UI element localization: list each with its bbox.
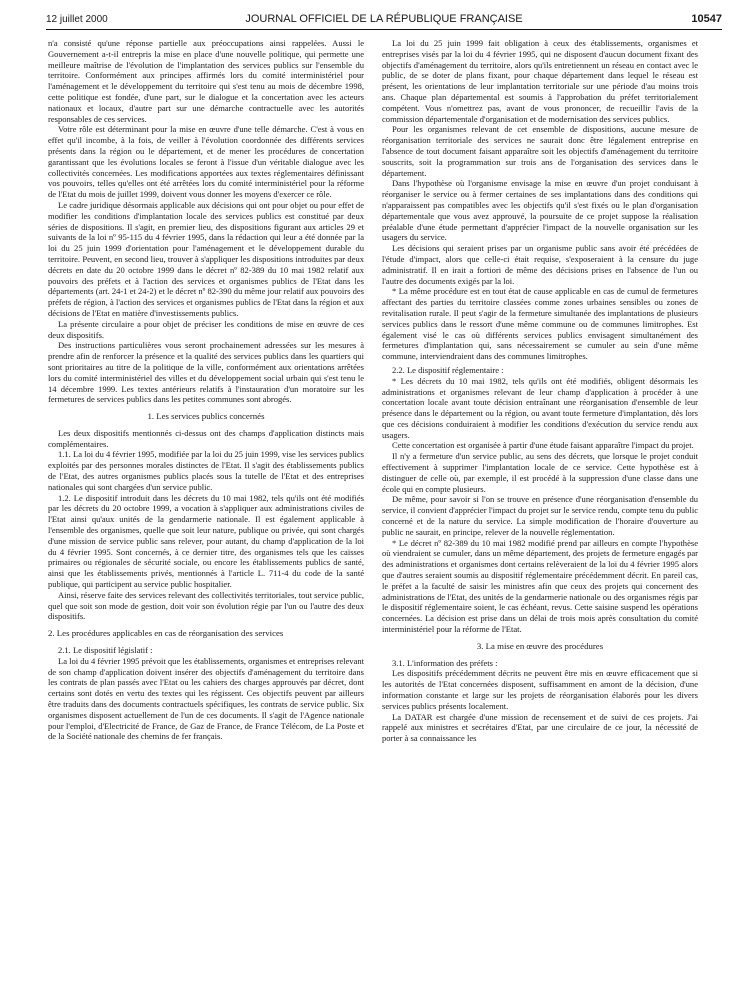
- section-heading: 2. Les procédures applicables en cas de réorganisation des services: [48, 628, 284, 639]
- header-rule: [46, 29, 722, 30]
- paragraph: De même, pour savoir si l'on se trouve en présence d'une réorganisation d'ensemble du service, il convient d'apprécier l'impact du projet sur le service rendu, compte tenu du public concerné et de la nature du service. La simple modification de l'horaire d'ouverture au public ne saurait, en principe, relever de la nouvelle réglementation.: [382, 494, 698, 537]
- right-column: [382, 38, 698, 978]
- section-heading: 1. Les services publics concernés: [147, 411, 265, 422]
- subsection-heading: 2.2. Le dispositif réglementaire :: [392, 364, 504, 375]
- paragraph: La loi du 25 juin 1999 fait obligation à ceux des établissements, organismes et entreprises visés par la loi du 4 février 1995, qui ne disposent d'aucun document fixant des objectifs d'aménagement du territoire, alors qu'ils entretiennent un réseau en contact avec le public, de se doter de plans fixant, pour chaque département dans lequel le réseau est présent, les orientations de leur implantation territoriale sur une période d'au moins trois ans. Chaque plan départemental est soumis à l'approbation du préfet territorialement compétent. Vous n'omettrez pas, avant de vous prononcer, de recueillir l'avis de la commission départementale d'organisation et de modernisation des services publics.: [382, 38, 698, 124]
- issue-date: 12 juillet 2000: [46, 14, 108, 25]
- paragraph: Dans l'hypothèse où l'organisme envisage la mise en œuvre d'un projet conduisant à réorganiser le service ou à fermer certaines de ses implantations dans des conditions qui n'apparaissent pas compatibles avec les objectifs qu'il s'est fixés ou le plan d'organisation départementale que vous avez approuvé, la poursuite de ce projet suppose la réalisation préalable d'une étude permettant d'apprécier l'impact de la nouvelle organisation sur les usagers du service.: [382, 178, 698, 243]
- paragraph: 1.1. La loi du 4 février 1995, modifiée par la loi du 25 juin 1999, vise les services publics exploités par des personnes morales distinctes de l'Etat. Il s'agit des établissements publics de l'Etat, des autres organismes publics placés sous la tutelle de l'Etat et des entreprises nationales qui sont chargées d'un service public.: [48, 449, 364, 492]
- left-column: [48, 38, 364, 978]
- paragraph: * La même procédure est en tout état de cause applicable en cas de cumul de fermetures affectant des parties du territoire classées comme zones urbaines sensibles ou zones de revitalisation rurale. Il peut s'agir de la fermeture simultanée des implantations de plusieurs services publics dans le ressort d'une même commune ou de communes limitrophes. Est également visé le cas où différents services publics envisagent simultanément des fermetures d'implantation qui, sans nécessairement se cumuler au sein d'une même commune, interviendraient dans des communes limitrophes.: [382, 286, 698, 362]
- paragraph: Ainsi, réserve faite des services relevant des collectivités territoriales, tout service public, quel que soit son mode de gestion, doit voir son évolution régie par l'un ou l'autre des deux dispositifs.: [48, 589, 364, 622]
- paragraph: Les deux dispositifs mentionnés ci-dessus ont des champs d'application distincts mais complémentaires.: [48, 427, 364, 449]
- paragraph: 1.2. Le dispositif introduit dans les décrets du 10 mai 1982, tels qu'ils ont été modifiés par les décrets du 20 octobre 1999, a vocation à s'appliquer aux administrations civiles de l'Etat ainsi qu'aux unités de la gendarmerie nationale. Il est également applicable à l'ensemble des organismes, quelle que soit leur nature, publique ou privée, qui sont chargés d'une mission de service public sans relever, pour autant, du champ d'application de la loi du 4 février 1995. Sont concernés, à ce dernier titre, des organismes tels que les caisses primaires ou régionales de sécurité sociale, ou encore les établissements publics de santé, ainsi que les établissements privés, mentionnés à l'article L. 711-4 du code de la santé publique, qui participent au service public hospitalier.: [48, 492, 364, 590]
- subsection-heading: 2.1. Le dispositif législatif :: [58, 645, 153, 656]
- paragraph: Il n'y a fermeture d'un service public, au sens des décrets, que lorsque le projet conduit effectivement à supprimer l'implantation locale de ce service. Cette hypothèse est à distinguer de celle où, par exemple, il est procédé à la suppression d'une classe dans une école qui en compte plusieurs.: [382, 451, 698, 494]
- paragraph: Les décisions qui seraient prises par un organisme public sans avoir été précédées de l'étude d'impact, alors que celle-ci était requise, s'exposeraient à la censure du juge administratif. Il en irait a fortiori de même des décisions prises en l'absence de l'un ou l'autre des documents exigés par la loi.: [382, 243, 698, 286]
- section-heading: 3. La mise en œuvre des procédures: [476, 640, 604, 651]
- paragraph: Pour les organismes relevant de cet ensemble de dispositions, aucune mesure de réorganisation territoriale des services ne saurait donc être légalement entreprise en l'absence de tout document faisant apparaître soit les objectifs d'aménagement du territoire souscrits, soit la programmation sur trois ans de l'organisation des services dans le département.: [382, 124, 698, 178]
- paragraph: Cette concertation est organisée à partir d'une étude faisant apparaître l'impact du projet.: [392, 440, 694, 451]
- paragraph: * Les décrets du 10 mai 1982, tels qu'ils ont été modifiés, obligent désormais les administrations et organismes relevant de leur champ d'application à procéder à une concertation locale avant toute décision entraînant une réorganisation d'ensemble de leur présence dans le département ou la région, ou avant toute fermeture d'implantation, dès lors que ces décisions conduiraient à modifier les conditions d'exécution du service rendu aux usagers.: [382, 375, 698, 440]
- paragraph: La présente circulaire a pour objet de préciser les conditions de mise en œuvre de ces deux dispositifs.: [48, 318, 364, 340]
- paragraph: La loi du 4 février 1995 prévoit que les établissements, organismes et entreprises relevant de son champ d'application doivent insérer des objectifs d'aménagement du territoire dans les contrats de plan passés avec l'Etat ou les cahiers des charges approuvés par décret, dont certains sont dotés en vertu des textes qui les régissent. Ces objectifs peuvent par ailleurs être traduits dans des documents contractuels spécifiques, les contrats de service public. Six organismes disposent actuellement de l'un de ces documents. Il s'agit de l'Agence nationale pour l'emploi, d'Electricité de France, de Gaz de France, de France Télécom, de La Poste et de la Société nationale des chemins de fer français.: [48, 655, 364, 742]
- paragraph: Le cadre juridique désormais applicable aux décisions qui ont pour objet ou pour effet de modifier les conditions d'implantation locale des services publics est constitué par deux séries de dispositions. Il s'agit, en premier lieu, des dispositions figurant aux articles 29 et suivants de la loi nº 95-115 du 4 février 1995, dans la rédaction qui leur a été donnée par la loi du 25 juin 1999 d'orientation pour l'aménagement et le développement durable du territoire. Peuvent, en second lieu, trouver à s'appliquer les dispositions introduites par deux décrets en date du 20 octobre 1999 dans le décret nº 82-389 du 10 mai 1982 relatif aux pouvoirs des préfets et à l'action des services et organismes publics de l'Etat dans les départements (art. 24-1 et 24-2) et le décret nº 82-390 du même jour relatif aux pouvoirs des préfets de région, à l'action des services et organismes publics de l'Etat dans la région et aux décisions de l'Etat en matière d'investissements publics.: [48, 199, 364, 318]
- page-header: [46, 12, 722, 28]
- paragraph: * Le décret nº 82-389 du 10 mai 1982 modifié prend par ailleurs en compte l'hypothèse où viendraient se cumuler, dans un même département, des projets de fermeture engagés par des administrations et organismes dont certains relèveraient de la loi du 4 février 1995 alors que d'autres seraient soumis au dispositif réglementaire précédemment décrit. En pareil cas, le préfet a la faculté de saisir les ministres afin que ceux des projets qui concernent des administrations de l'Etat, des unités de la gendarmerie nationale ou des organismes régis par le dispositif réglementaire soient, le cas échéant, revus. Cette saisine suspend les opérations concernées. La décision est prise dans un délai de trois mois après consultation du comité interministériel pour la réforme de l'Etat.: [382, 537, 698, 635]
- subsection-heading: 3.1. L'information des préfets :: [392, 657, 498, 668]
- journal-title: JOURNAL OFFICIEL DE LA RÉPUBLIQUE FRANÇAISE: [245, 13, 523, 25]
- paragraph: Des instructions particulières vous seront prochainement adressées sur les mesures à prendre afin de renforcer la présence et la qualité des services publics dans les quartiers qui sont prioritaires au titre de la politique de la ville, conformément aux orientations arrêtées lors du comité interministériel des villes et du développement social urbain qui s'est tenu le 14 décembre 1999. Les textes antérieurs relatifs à l'instauration d'un moratoire sur les fermetures de services publics dans les petites communes sont abrogés.: [48, 340, 364, 405]
- page-number: 10547: [691, 13, 722, 25]
- paragraph: n'a consisté qu'une réponse partielle aux préoccupations ainsi rappelées. Aussi le Gouvernement a-t-il entrepris la mise en place d'une nouvelle politique, qui permette une meilleure maîtrise de l'évolution de l'implantation des services publics sur l'ensemble du territoire. Conformément aux principes affirmés lors du comité interministériel pour l'aménagement et le développement du territoire qui s'est tenu au mois de décembre 1998, cette politique est fondée, d'une part, sur le dialogue et la concertation avec les acteurs nationaux et locaux, d'autre part sur une démarche contractuelle avec les autorités responsables de ces services.: [48, 38, 364, 124]
- paragraph: La DATAR est chargée d'une mission de recensement et de suivi de ces projets. J'ai rappelé aux ministres et secrétaires d'Etat, par une circulaire de ce jour, la nécessité de porter à sa connaissance les: [382, 711, 698, 744]
- paragraph: Les dispositifs précédemment décrits ne peuvent être mis en œuvre efficacement que si les autorités de l'Etat concernées disposent, suffisamment en amont de la décision, d'une information constante et large sur les projets de réorganisation élaborés pour les divers services publics présents localement.: [382, 668, 698, 711]
- paragraph: Votre rôle est déterminant pour la mise en œuvre d'une telle démarche. C'est à vous en effet qu'il incombe, à la fois, de veiller à l'évolution coordonnée des différents services présents dans la région ou le département, et de mener les procédures de concertation garantissant que les évolutions locales se feront à l'issue d'un véritable dialogue avec les collectivités concernées. Les modifications apportées aux textes réglementaires définissant vos pouvoirs, telles qu'elles ont été arrêtées lors du comité interministériel pour la réforme de l'Etat du mois de juillet 1999, doivent vous donner les moyens d'exercer ce rôle.: [48, 124, 364, 200]
